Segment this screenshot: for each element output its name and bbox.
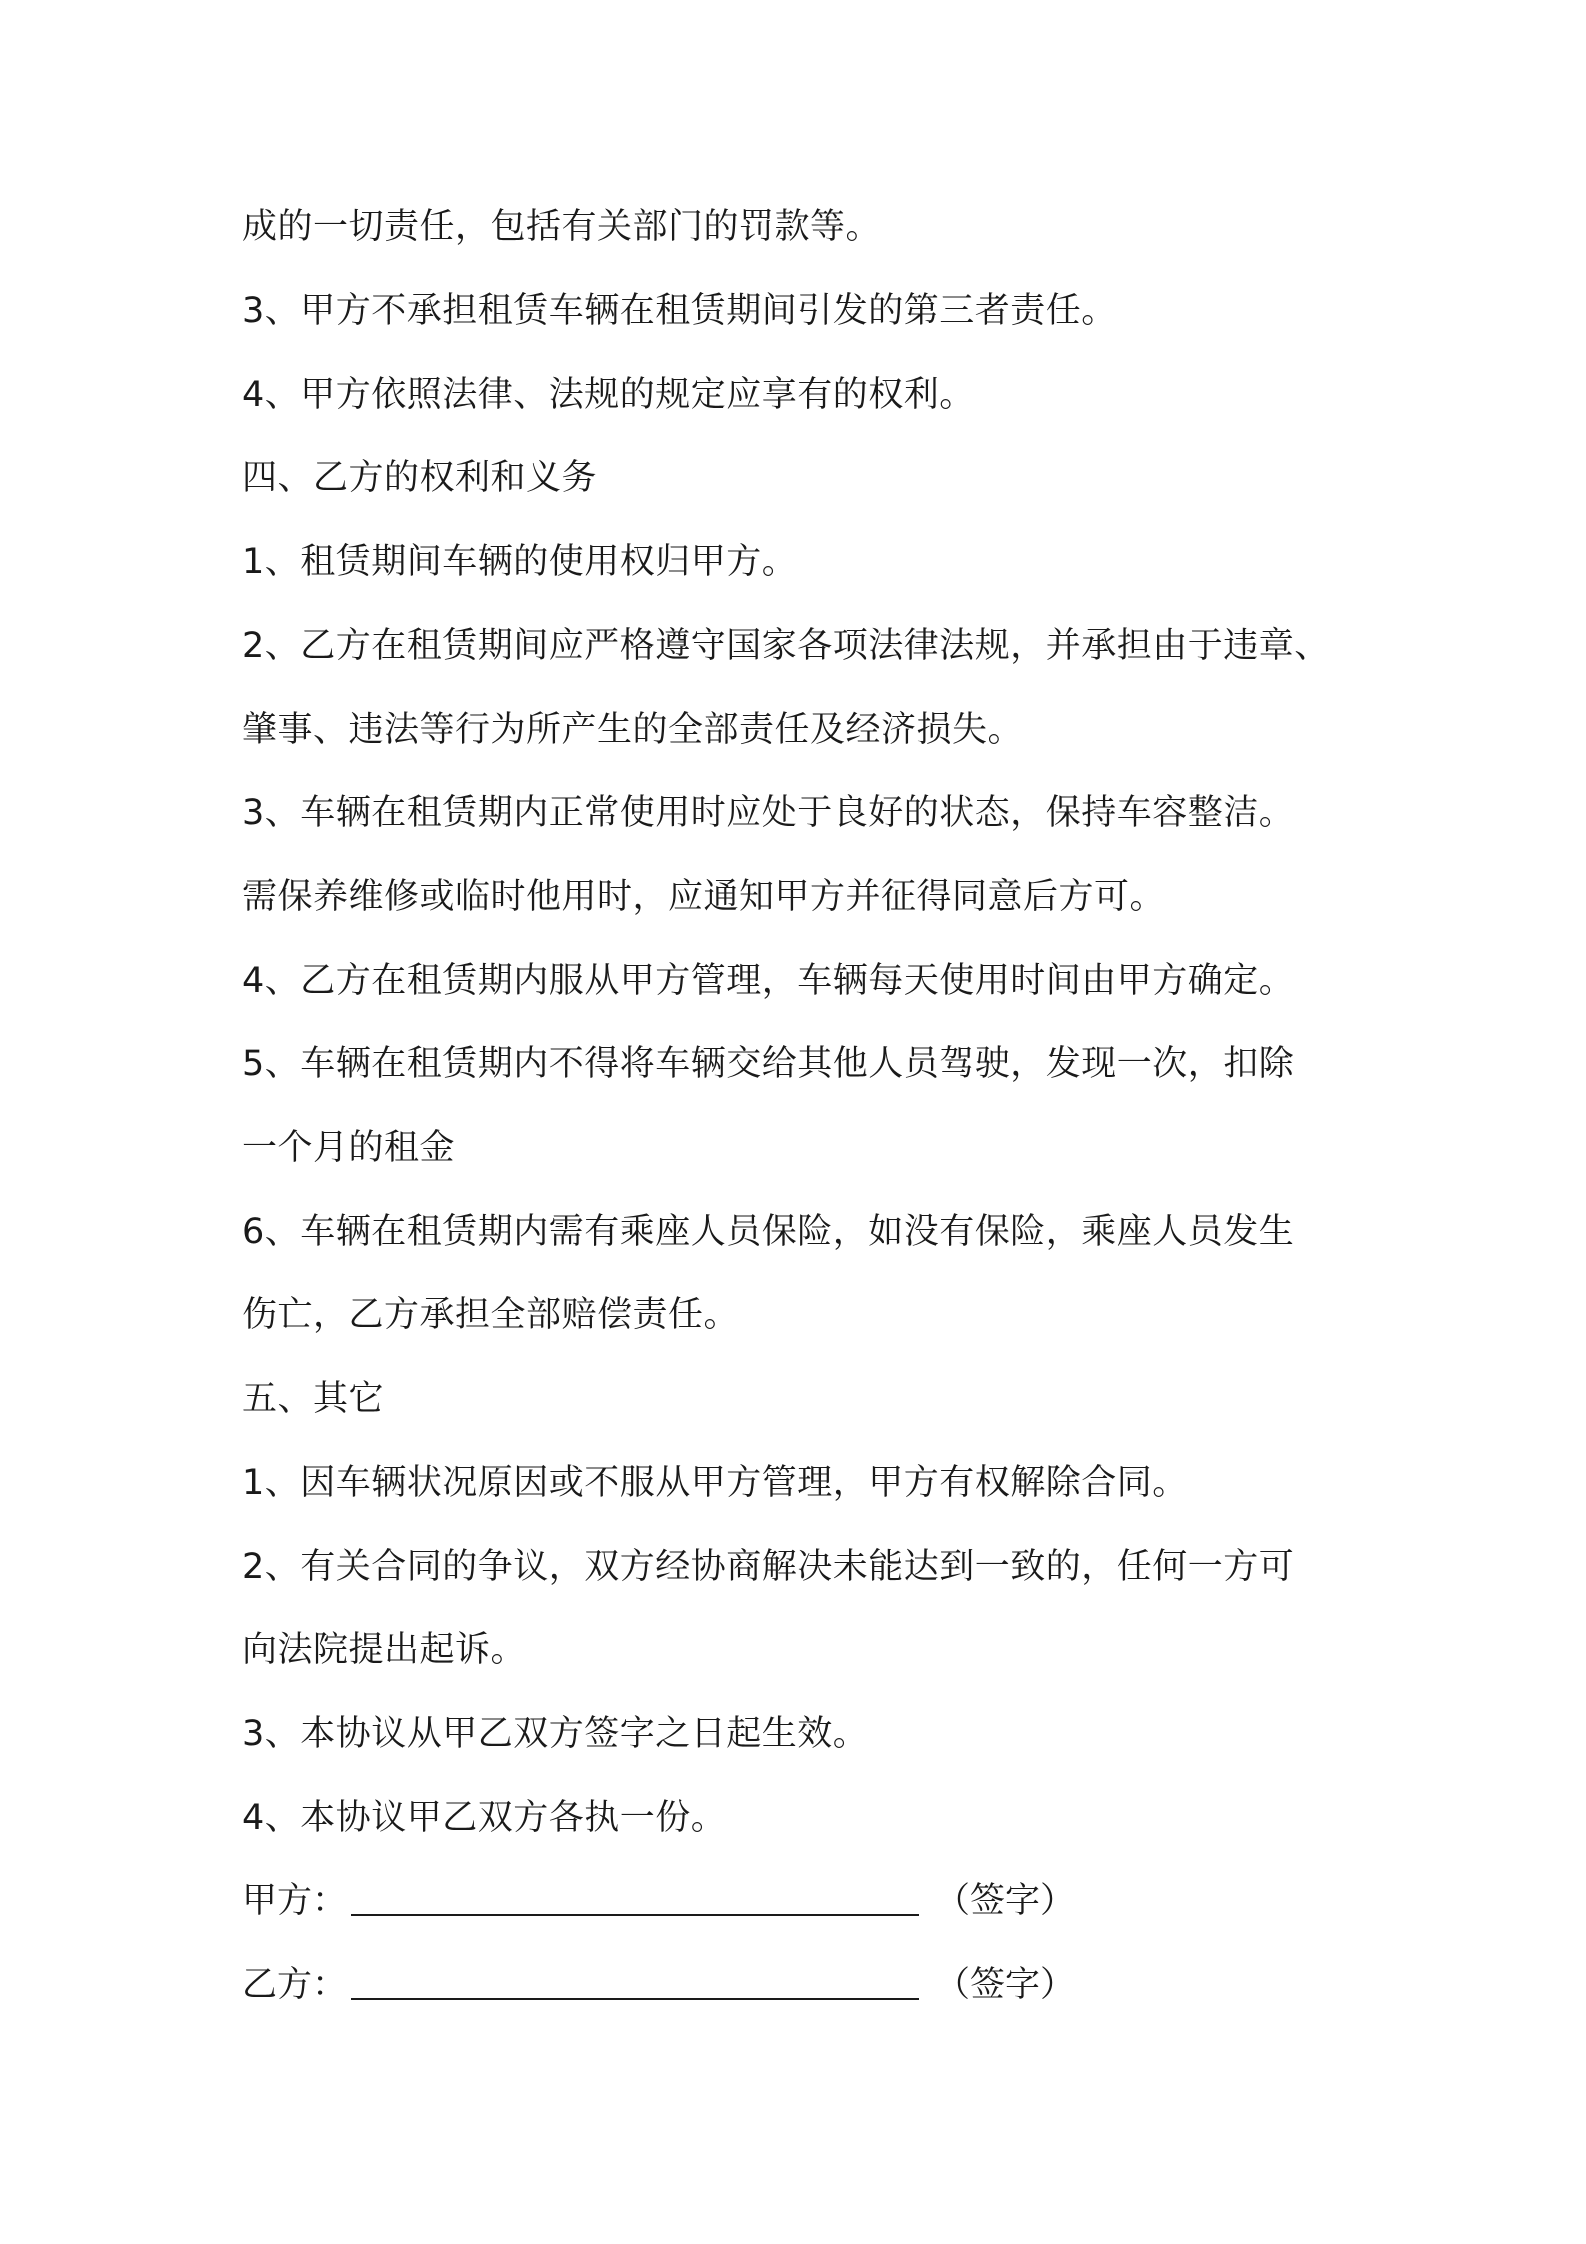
signature-label: 乙方： [242,1965,348,2005]
text-line: 伤亡，乙方承担全部赔偿责任。 [242,1295,740,1335]
text-line: 1、租赁期间车辆的使用权归甲方。 [242,542,798,582]
signature-blank [351,1964,919,2000]
text-line: 4、乙方在租赁期内服从甲方管理，车辆每天使用时间由甲方确定。 [242,961,1295,1001]
text-line: 6、车辆在租赁期内需有乘座人员保险，如没有保险，乘座人员发生 [242,1212,1295,1252]
text-line: 成的一切责任，包括有关部门的罚款等。 [242,207,882,247]
text-line: 2、乙方在租赁期间应严格遵守国家各项法律法规，并承担由于违章、 [242,626,1330,666]
signature-label: 甲方： [242,1881,348,1921]
signature-row-party-b [242,1964,1382,2006]
text-line: 向法院提出起诉。 [242,1630,527,1670]
signature-blank [351,1880,919,1916]
text-line: 一个月的租金 [242,1128,456,1168]
text-line: 4、甲方依照法律、法规的规定应享有的权利。 [242,375,975,415]
section-heading: 四、乙方的权利和义务 [242,458,598,498]
section-heading: 五、其它 [242,1379,385,1419]
text-line: 肇事、违法等行为所产生的全部责任及经济损失。 [242,710,1024,750]
text-line: 需保养维修或临时他用时，应通知甲方并征得同意后方可。 [242,877,1166,917]
text-line: 3、车辆在租赁期内正常使用时应处于良好的状态，保持车容整洁。 [242,793,1295,833]
signature-note: （签字） [935,1881,1076,1921]
signature-note: （签字） [935,1965,1076,2005]
text-line: 4、本协议甲乙双方各执一份。 [242,1798,727,1838]
text-line: 2、有关合同的争议，双方经协商解决未能达到一致的，任何一方可 [242,1547,1295,1587]
signature-row-party-a [242,1880,1382,1922]
text-line: 3、甲方不承担租赁车辆在租赁期间引发的第三者责任。 [242,291,1117,331]
text-line: 1、因车辆状况原因或不服从甲方管理，甲方有权解除合同。 [242,1463,1188,1503]
text-line: 5、车辆在租赁期内不得将车辆交给其他人员驾驶，发现一次，扣除 [242,1044,1295,1084]
text-line: 3、本协议从甲乙双方签字之日起生效。 [242,1714,869,1754]
